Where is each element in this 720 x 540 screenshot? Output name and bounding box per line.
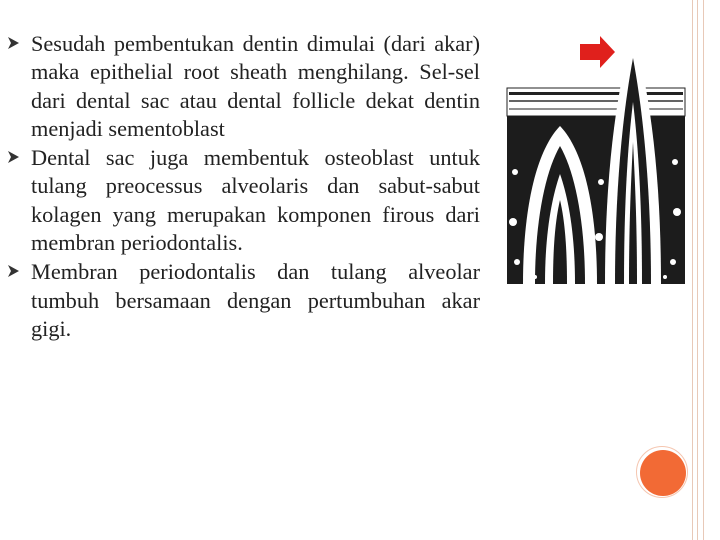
slide-frame-line xyxy=(697,0,698,540)
arrowhead-bullet-icon xyxy=(6,264,20,278)
orange-circle-icon xyxy=(640,450,686,496)
slide-frame-line xyxy=(703,0,704,540)
red-arrow-icon xyxy=(580,36,615,68)
bullet-list xyxy=(6,30,480,343)
bullet-content xyxy=(6,30,480,344)
tooth-root-illustration xyxy=(505,22,690,290)
bullet-item xyxy=(6,30,480,143)
arrowhead-bullet-icon xyxy=(6,150,20,164)
bullet-text: Membran periodontalis dan tulang alveolar tumbuh bersamaan dengan pertumbuhan akar gigi. xyxy=(31,259,480,341)
bullet-text: Dental sac juga membentuk osteoblast untuk tulang preocessus alveolaris dan sabut-sabut kolagen yang merupakan komponen firous dari membran periodontalis. xyxy=(31,145,480,256)
bullet-item xyxy=(6,258,480,343)
slide-frame-line xyxy=(692,0,693,540)
bullet-text: Sesudah pembentukan dentin dimulai (dari akar) maka epithelial root sheath menghilang. Sel-sel dari dental sac atau dental follicle dekat dentin menjadi sementoblast xyxy=(31,31,480,141)
arrowhead-bullet-icon xyxy=(6,36,20,50)
bullet-item xyxy=(6,144,480,257)
